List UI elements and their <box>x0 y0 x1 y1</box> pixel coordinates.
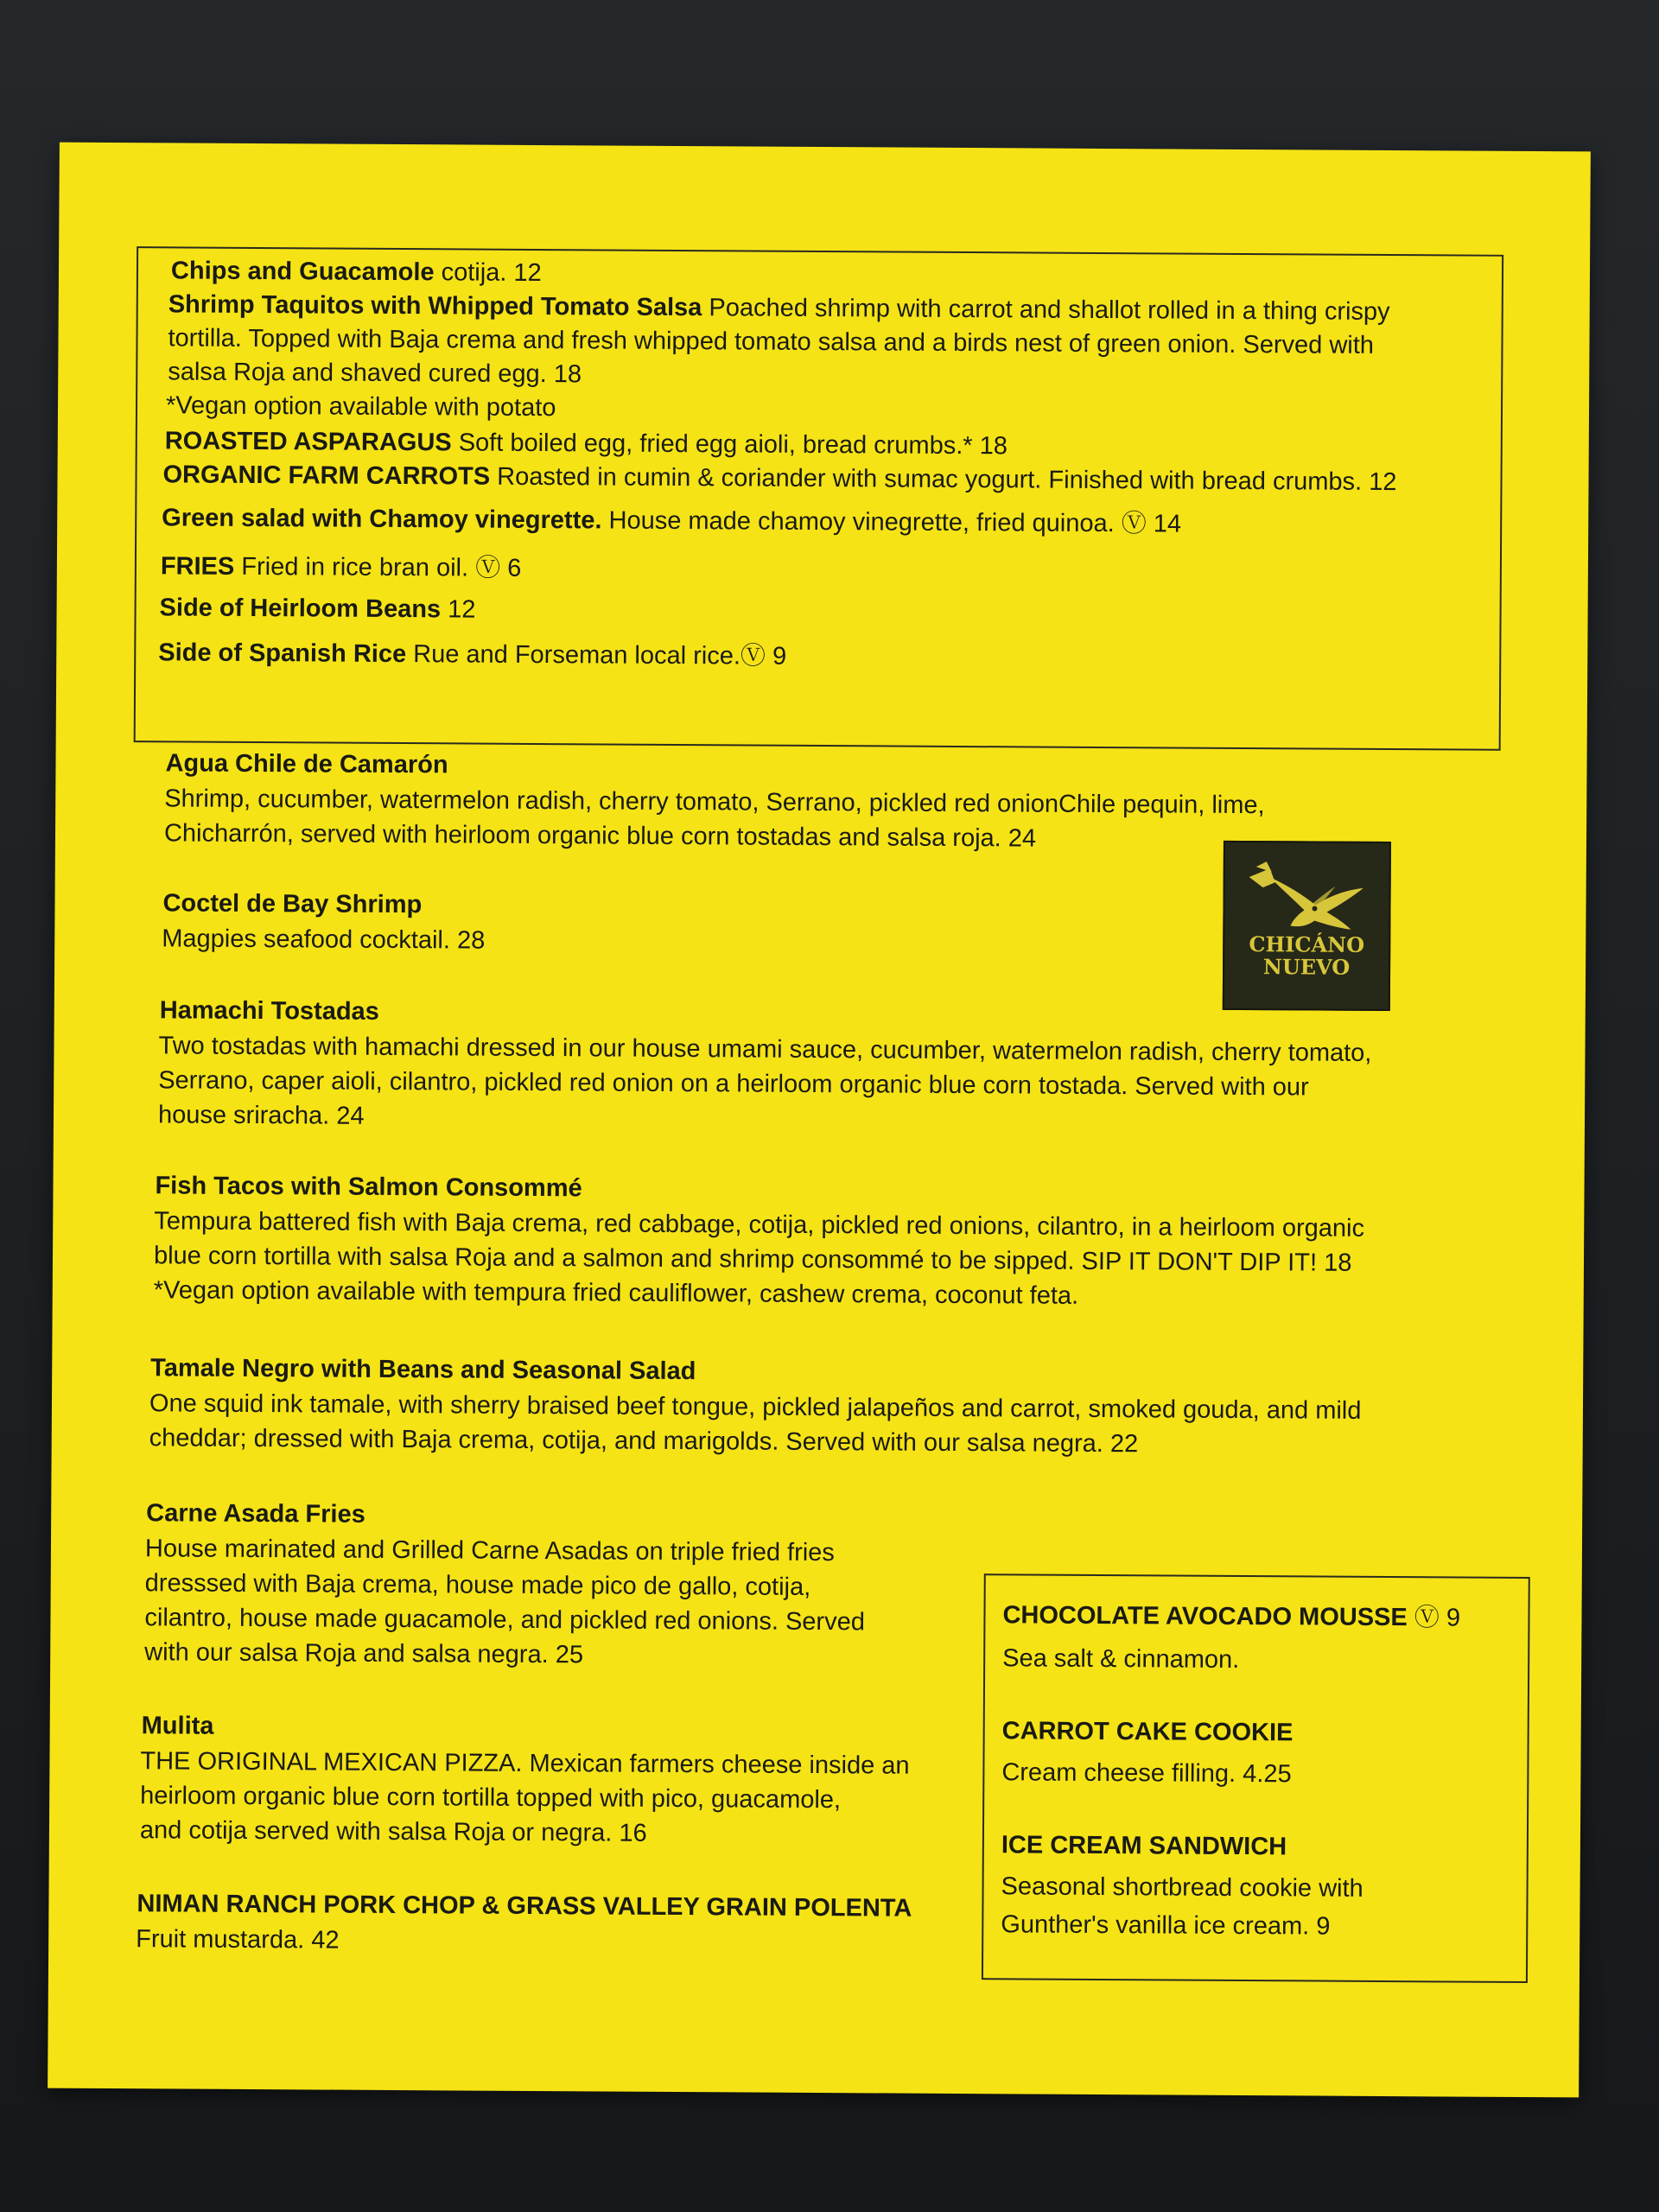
item-desc-line: cilantro, house made guacamole, and pickled red onions. Served <box>144 1604 866 1637</box>
item-desc: Poached shrimp with carrot and shallot rolled in a thing crispy <box>702 294 1390 327</box>
item-desc-line: THE ORIGINAL MEXICAN PIZZA. Mexican farmers cheese inside an <box>140 1747 910 1780</box>
item-name: FRIES <box>160 552 235 581</box>
menu-item-fries <box>161 549 522 586</box>
vegan-note: *Vegan option available with tempura fried cauliflower, cashew crema, coconut feta. <box>153 1276 1079 1310</box>
item-desc-line: Seasonal shortbread cookie with <box>1001 1872 1363 1903</box>
item-desc-line: Fruit mustarda. 42 <box>136 1925 340 1955</box>
item-desc-line: Tempura battered fish with Baja crema, red cabbage, cotija, pickled red onions, cilantro, in a heirloom organic <box>154 1207 1365 1243</box>
item-name: ORGANIC FARM CARROTS <box>162 461 491 491</box>
item-desc-line: Chicharrón, served with heirloom organic blue corn tostadas and salsa roja. 24 <box>163 819 1037 853</box>
menu-item-beans <box>159 590 475 626</box>
item-name: Shrimp Taquitos with Whipped Tomato Salsa <box>168 290 702 322</box>
logo-text-line2: NUEVO <box>1262 954 1351 980</box>
menu-item-tamale-title: Tamale Negro with Beans and Seasonal Salad <box>150 1354 696 1386</box>
item-desc-line: Serrano, caper aioli, cilantro, pickled red onion on a heirloom organic blue corn tostada. Served with our <box>158 1066 1309 1102</box>
item-desc-line: Cream cheese filling. 4.25 <box>1001 1758 1292 1789</box>
menu-item-rice <box>158 635 786 673</box>
item-desc-line: and cotija served with salsa Roja or negra. 16 <box>139 1816 647 1847</box>
item-name: ROASTED ASPARAGUS <box>164 427 452 457</box>
item-desc-line: House marinated and Grilled Carne Asadas on triple fried fries <box>144 1535 835 1567</box>
item-desc: House made chamoy vinegrette, fried quinoa. Ⓥ 14 <box>601 506 1182 538</box>
item-desc: Roasted in cumin & coriander with sumac yogurt. Finished with bread crumbs. 12 <box>490 462 1397 497</box>
item-desc-line: Sea salt & cinnamon. <box>1002 1644 1240 1674</box>
item-desc-line: tortilla. Topped with Baja crema and fresh whipped tomato salsa and a birds nest of green onion. Served with <box>168 324 1375 359</box>
item-desc: Soft boiled egg, fried egg aioli, bread crumbs.* 18 <box>451 429 1008 461</box>
item-desc-line: cheddar; dressed with Baja crema, cotija, and marigolds. Served with our salsa negra. 22 <box>149 1424 1139 1459</box>
item-desc-line: house sriracha. 24 <box>157 1101 365 1130</box>
item-price: Ⓥ 9 <box>1407 1604 1461 1632</box>
item-desc-line: dresssed with Baja crema, house made pico de gallo, cotija, <box>144 1569 811 1601</box>
item-desc: Fried in rice bran oil. Ⓥ 6 <box>234 552 522 582</box>
vegan-note: *Vegan option available with potato <box>165 391 556 423</box>
item-desc-line: Two tostadas with hamachi dressed in our house umami sauce, cucumber, watermelon radish, cherry tomato, <box>158 1032 1372 1067</box>
item-desc-line: Shrimp, cucumber, watermelon radish, cherry tomato, Serrano, pickled red onionChile pequin, lime, <box>164 785 1265 820</box>
item-name: Green salad with Chamoy vinegrette. <box>162 504 602 535</box>
menu-item-mousse <box>1002 1598 1460 1635</box>
menu-item-ice-cream-sandwich-title: ICE CREAM SANDWICH <box>1001 1831 1287 1861</box>
item-name: Side of Heirloom Beans <box>159 594 442 624</box>
item-desc-line: blue corn tortilla with salsa Roja and a salmon and shrimp consommé to be sipped. SIP IT DON'T DIP IT! 18 <box>153 1242 1352 1277</box>
menu-paper <box>48 143 1591 2098</box>
item-name: Side of Spanish Rice <box>158 639 407 669</box>
item-name: Chips and Guacamole <box>170 257 435 287</box>
item-desc: 12 <box>441 595 476 624</box>
item-desc-line: heirloom organic blue corn tortilla topped with pico, guacamole, <box>140 1782 842 1815</box>
menu-item-mulita-title: Mulita <box>141 1712 214 1740</box>
item-desc-line: One squid ink tamale, with sherry braised beef tongue, pickled jalapeños and carrot, smoked gouda, and mild <box>149 1389 1362 1425</box>
item-desc: cotija. 12 <box>434 258 542 288</box>
item-name: CHOCOLATE AVOCADO MOUSSE <box>1002 1601 1408 1632</box>
item-desc-line: Magpies seafood cocktail. 28 <box>162 925 486 955</box>
menu-item-fish-tacos-title: Fish Tacos with Salmon Consommé <box>155 1172 582 1203</box>
chicano-nuevo-logo <box>1223 841 1391 1011</box>
menu-item-coctel-title: Coctel de Bay Shrimp <box>162 889 423 919</box>
item-desc: Rue and Forseman local rice.Ⓥ 9 <box>406 640 787 671</box>
menu-item-chips <box>171 253 542 290</box>
menu-item-pork-chop-title: NIMAN RANCH PORK CHOP & GRASS VALLEY GRAIN POLENTA <box>137 1890 912 1923</box>
menu-item-hamachi-title: Hamachi Tostadas <box>159 996 379 1026</box>
magpie-bird-icon <box>1224 842 1389 1009</box>
menu-item-agua-chile-title: Agua Chile de Camarón <box>165 749 448 779</box>
menu-item-carne-asada-title: Carne Asada Fries <box>146 1499 365 1529</box>
logo-text-line1: CHICÁNO <box>1249 931 1365 957</box>
item-desc-line: with our salsa Roja and salsa negra. 25 <box>144 1638 584 1669</box>
menu-item-carrot-cake-cookie-title: CARROT CAKE COOKIE <box>1001 1717 1294 1747</box>
item-desc-line: Gunther's vanilla ice cream. 9 <box>1001 1910 1331 1941</box>
menu-item-green-salad <box>162 500 1181 541</box>
item-desc-line: salsa Roja and shaved cured egg. 18 <box>168 358 582 389</box>
